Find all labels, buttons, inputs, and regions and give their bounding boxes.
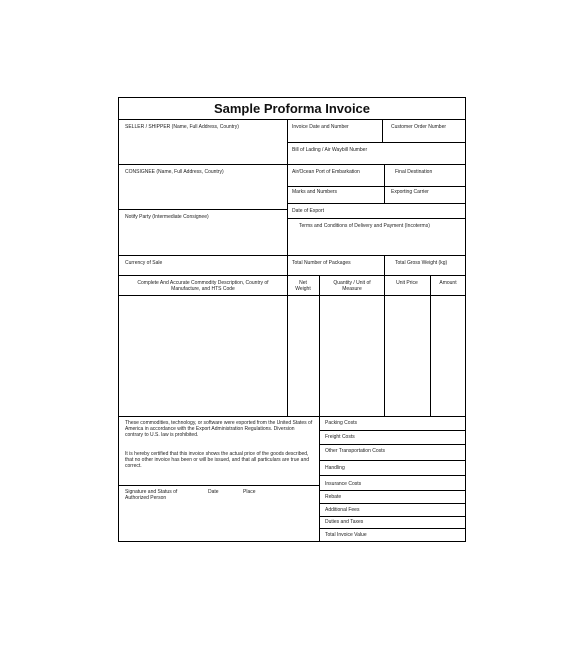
customer-order-label: Customer Order Number <box>391 124 447 130</box>
divider <box>119 416 465 417</box>
divider <box>287 119 288 255</box>
export-statement: These commodities, technology, or software were exported from the United States of America in accordance with the Export Administration Regulations. Diversion contrary to U.S. law is prohibited. <box>125 420 313 438</box>
divider <box>384 255 385 275</box>
divider <box>382 119 383 142</box>
marks-label: Marks and Numbers <box>292 189 338 195</box>
terms-label: Terms and Conditions of Delivery and Payment (Incoterms) <box>299 223 430 229</box>
cost-handling: Handling <box>325 465 345 471</box>
currency-label: Currency of Sale <box>125 260 163 266</box>
divider <box>119 485 319 486</box>
unit-price-column-header: Unit Price <box>396 280 418 286</box>
divider <box>319 275 320 416</box>
description-column-header: Complete And Accurate Commodity Description, Country of Manufacture, and HTS Code <box>137 280 269 292</box>
seller-label: SELLER / SHIPPER (Name, Full Address, Country) <box>125 124 239 130</box>
divider <box>119 295 465 296</box>
divider <box>319 490 465 491</box>
divider <box>319 444 465 445</box>
date-export-label: Date of Export <box>292 208 324 214</box>
divider <box>287 275 288 416</box>
divider <box>288 203 465 204</box>
net-weight-column-header: Net Weight <box>295 280 311 292</box>
divider <box>319 460 465 461</box>
divider <box>119 164 288 165</box>
divider <box>288 186 465 187</box>
divider <box>319 528 465 529</box>
packages-label: Total Number of Packages <box>292 260 351 266</box>
cost-other-transport: Other Transportation Costs <box>325 448 386 454</box>
final-destination-label: Final Destination <box>395 169 433 175</box>
signature-label: Signature and Status of Authorized Person <box>125 489 178 501</box>
divider <box>319 430 465 431</box>
divider <box>384 275 385 416</box>
divider <box>287 255 288 275</box>
gross-weight-label: Total Gross Weight (kg) <box>395 260 448 266</box>
port-embarkation-label: Air/Ocean Port of Embarkation <box>292 169 360 175</box>
divider <box>319 516 465 517</box>
divider <box>319 416 320 541</box>
divider <box>119 275 465 276</box>
amount-column-header: Amount <box>439 280 457 286</box>
certify-statement: It is hereby certified that this invoice shows the actual price of the goods described, that no other invoice has been or will be issued, and that all particulars are true and correct. <box>125 451 309 469</box>
divider <box>430 275 431 416</box>
proforma-invoice-form <box>118 97 466 542</box>
form-title: Sample Proforma Invoice <box>119 98 465 120</box>
divider <box>319 475 465 476</box>
signature-date-label: Date <box>208 489 219 495</box>
divider <box>288 218 465 219</box>
signature-place-label: Place <box>243 489 256 495</box>
cost-freight: Freight Costs <box>325 434 355 440</box>
divider <box>288 164 465 165</box>
cost-packing: Packing Costs <box>325 420 357 426</box>
divider <box>119 209 288 210</box>
cost-rebate: Rebate <box>325 494 342 500</box>
cost-additional-fees: Additional Fees <box>325 507 360 513</box>
divider <box>319 503 465 504</box>
carrier-label: Exporting Carrier <box>391 189 429 195</box>
divider <box>119 255 465 256</box>
divider <box>288 142 465 143</box>
notify-label: Notify Party (Intermediate Consignee) <box>125 214 209 220</box>
invoice-date-label: Invoice Date and Number <box>292 124 349 130</box>
quantity-column-header: Quantity / Unit of Measure <box>333 280 371 292</box>
cost-insurance: Insurance Costs <box>325 481 362 487</box>
bill-of-lading-label: Bill of Lading / Air Waybill Number <box>292 147 368 153</box>
cost-duties-taxes: Duties and Taxes <box>325 519 364 525</box>
divider <box>384 164 385 203</box>
cost-total-invoice-value: Total Invoice Value <box>325 532 367 538</box>
consignee-label: CONSIGNEE (Name, Full Address, Country) <box>125 169 224 175</box>
